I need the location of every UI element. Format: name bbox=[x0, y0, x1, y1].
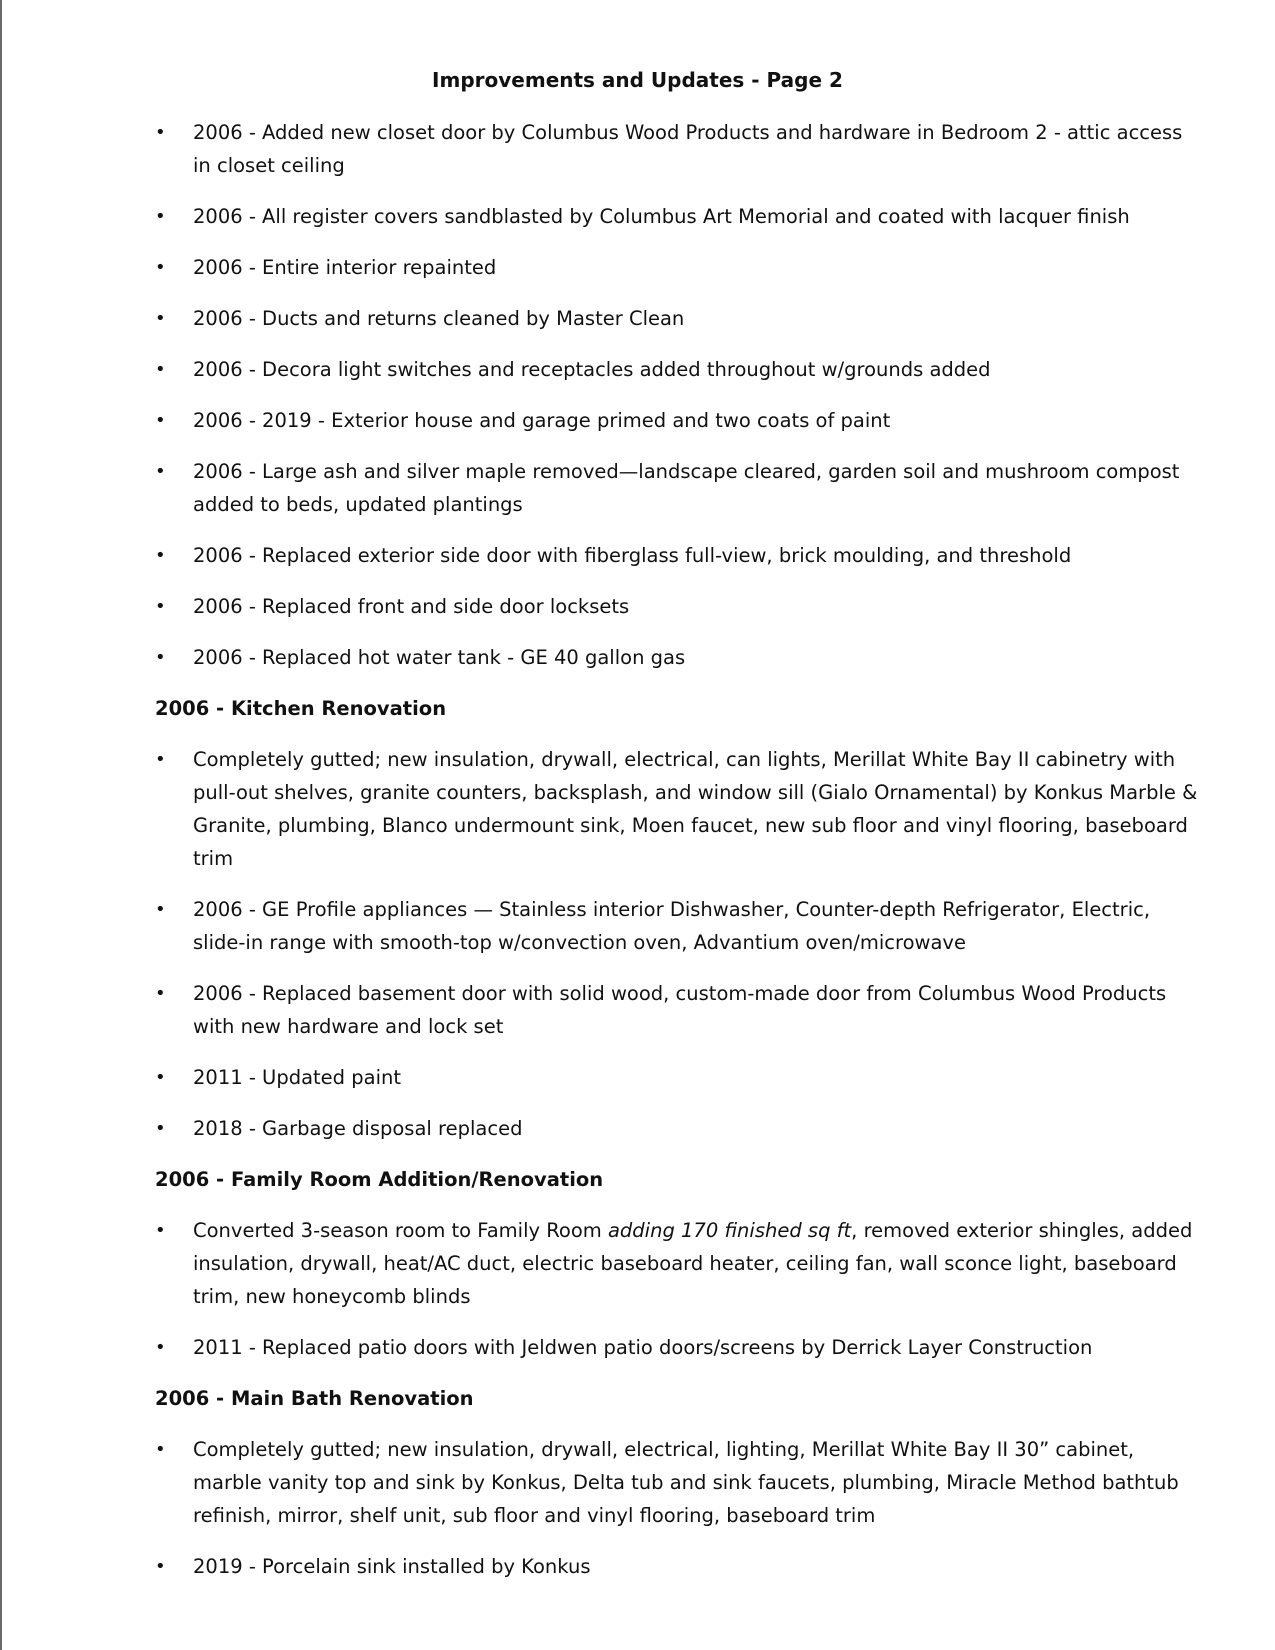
list-item: • 2006 - GE Profile appliances — Stainless interior Dishwasher, Counter-depth Refrigerator, Electric, slide-in range with smooth-top w/convection oven, Advantium oven/microwave bbox=[155, 893, 1205, 959]
bullet-icon: • bbox=[155, 1220, 166, 1241]
list-item: • Converted 3-season room to Family Room adding 170 finished sq ft, removed exterior shingles, added insulation, drywall, heat/AC duct, electric baseboard heater, ceiling fan, wall sconce light, baseboard trim, new honeycomb blinds bbox=[155, 1214, 1205, 1313]
bullet-icon: • bbox=[155, 749, 166, 770]
family-room-list bbox=[155, 1214, 1205, 1364]
kitchen-renovation-heading: 2006 - Kitchen Renovation bbox=[155, 697, 447, 720]
list-item: • 2006 - Ducts and returns cleaned by Master Clean bbox=[155, 302, 1205, 335]
list-item: • 2018 - Garbage disposal replaced bbox=[155, 1112, 1205, 1145]
list-item: • 2006 - Decora light switches and receptacles added throughout w/grounds added bbox=[155, 353, 1205, 386]
list-item: • 2006 - 2019 - Exterior house and garage primed and two coats of paint bbox=[155, 404, 1205, 437]
main-bath-heading: 2006 - Main Bath Renovation bbox=[155, 1387, 474, 1410]
kitchen-renovation-list bbox=[155, 743, 1205, 1145]
bullet-icon: • bbox=[155, 206, 166, 227]
list-item: • 2006 - Replaced hot water tank - GE 40 gallon gas bbox=[155, 641, 1205, 674]
bullet-icon: • bbox=[155, 545, 166, 566]
general-improvements-list bbox=[155, 116, 1205, 674]
bullet-icon: • bbox=[155, 983, 166, 1004]
bullet-icon: • bbox=[155, 899, 166, 920]
bullet-icon: • bbox=[155, 1556, 166, 1577]
bullet-icon: • bbox=[155, 122, 166, 143]
list-item: • 2006 - Replaced exterior side door with fiberglass full-view, brick moulding, and threshold bbox=[155, 539, 1205, 572]
list-item: • 2019 - Porcelain sink installed by Konkus bbox=[155, 1550, 1205, 1583]
bullet-icon: • bbox=[155, 596, 166, 617]
list-item: • 2006 - All register covers sandblasted by Columbus Art Memorial and coated with lacquer finish bbox=[155, 200, 1205, 233]
list-item: • 2006 - Replaced basement door with solid wood, custom-made door from Columbus Wood Products with new hardware and lock set bbox=[155, 977, 1205, 1043]
document-body bbox=[155, 116, 1205, 1601]
list-item: • 2006 - Entire interior repainted bbox=[155, 251, 1205, 284]
list-item: • 2011 - Updated paint bbox=[155, 1061, 1205, 1094]
list-item: • 2006 - Added new closet door by Columbus Wood Products and hardware in Bedroom 2 - attic access in closet ceiling bbox=[155, 116, 1205, 182]
bullet-icon: • bbox=[155, 1337, 166, 1358]
bullet-icon: • bbox=[155, 359, 166, 380]
family-room-heading: 2006 - Family Room Addition/Renovation bbox=[155, 1168, 604, 1191]
bullet-icon: • bbox=[155, 257, 166, 278]
list-item: • Completely gutted; new insulation, drywall, electrical, lighting, Merillat White Bay II 30” cabinet, marble vanity top and sink by Konkus, Delta tub and sink faucets, plumbing, Miracle Method bathtub refinish, mirror, shelf unit, sub floor and vinyl flooring, baseboard trim bbox=[155, 1433, 1205, 1532]
page-title: Improvements and Updates - Page 2 bbox=[432, 68, 843, 92]
list-item: • 2006 - Replaced front and side door locksets bbox=[155, 590, 1205, 623]
bullet-icon: • bbox=[155, 647, 166, 668]
bullet-icon: • bbox=[155, 308, 166, 329]
list-item: • Completely gutted; new insulation, drywall, electrical, can lights, Merillat White Bay II cabinetry with pull-out shelves, granite counters, backsplash, and window sill (Gialo Ornamental) by Konkus Marble & Granite, plumbing, Blanco undermount sink, Moen faucet, new sub floor and vinyl flooring, baseboard trim bbox=[155, 743, 1205, 875]
list-item: • 2006 - Large ash and silver maple removed—landscape cleared, garden soil and mushroom compost added to beds, updated plantings bbox=[155, 455, 1205, 521]
list-item: • 2011 - Replaced patio doors with Jeldwen patio doors/screens by Derrick Layer Construction bbox=[155, 1331, 1205, 1364]
bullet-icon: • bbox=[155, 1439, 166, 1460]
main-bath-list bbox=[155, 1433, 1205, 1583]
bullet-icon: • bbox=[155, 461, 166, 482]
bullet-icon: • bbox=[155, 1067, 166, 1088]
bullet-icon: • bbox=[155, 1118, 166, 1139]
added-area-emphasis: adding 170 finished sq ft bbox=[607, 1219, 852, 1242]
bullet-icon: • bbox=[155, 410, 166, 431]
